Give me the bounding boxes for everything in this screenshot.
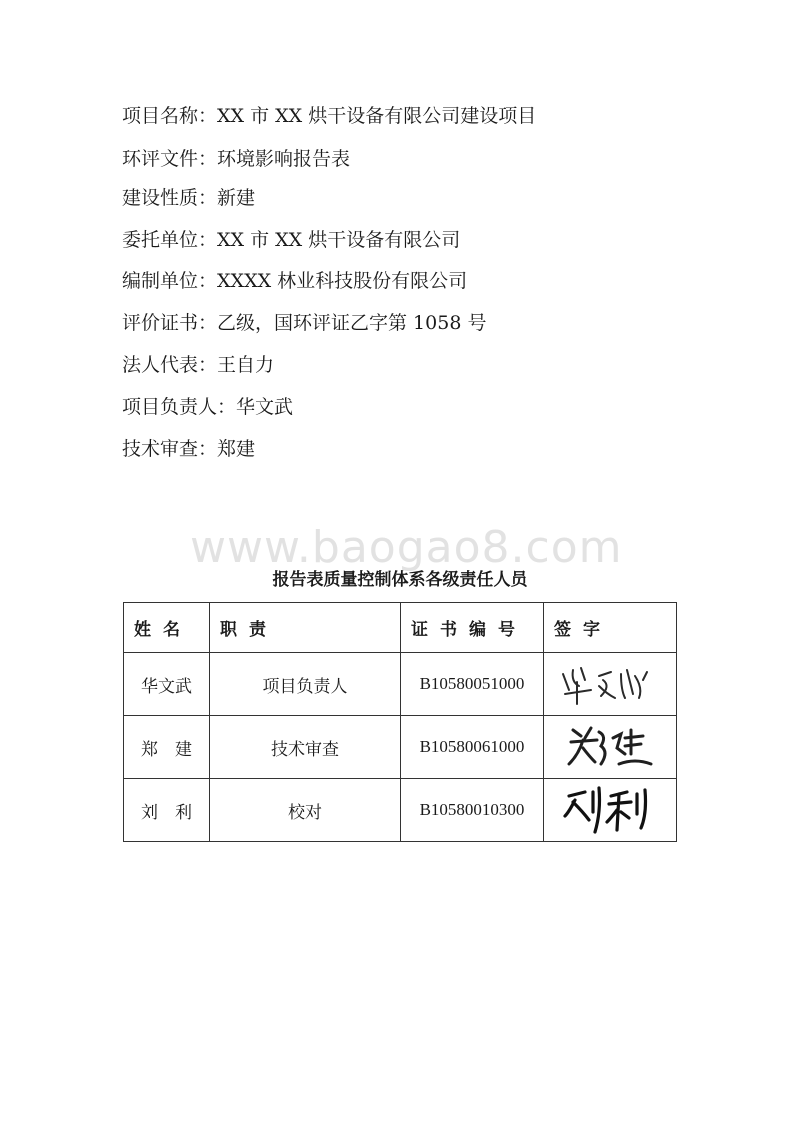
header-role: 职责 — [210, 603, 401, 653]
info-compiler — [122, 268, 467, 294]
info-construction-nature — [122, 185, 255, 211]
info-eia-document — [122, 146, 350, 172]
info-label: 项目负责人： — [122, 396, 237, 418]
signature-cell — [544, 653, 677, 716]
info-value: 王自力 — [217, 354, 275, 376]
header-cert: 证书编号 — [401, 603, 544, 653]
cell-cert: B10580061000 — [401, 716, 544, 779]
table-title: 报告表质量控制体系各级责任人员 — [272, 570, 528, 590]
cell-role: 项目负责人 — [210, 653, 401, 716]
info-certificate — [122, 310, 486, 336]
signature-cell — [544, 779, 677, 842]
responsibility-table — [123, 602, 677, 842]
info-value: 乙级，国环评证乙字第 1058 号 — [217, 312, 487, 334]
info-value: 新建 — [217, 187, 256, 209]
cell-name: 刘 利 — [124, 779, 210, 842]
cell-name: 郑 建 — [124, 716, 210, 779]
info-value: XX 市 XX 烘干设备有限公司建设项目 — [217, 105, 537, 127]
info-project-lead — [122, 394, 293, 420]
info-value: 华文武 — [236, 396, 294, 418]
signature-cell — [544, 716, 677, 779]
signature-liu-li — [555, 782, 665, 838]
info-label: 法人代表： — [122, 354, 218, 376]
info-client — [122, 227, 460, 253]
info-label: 编制单位： — [122, 270, 218, 292]
table-row — [124, 779, 677, 842]
info-label: 建设性质： — [122, 187, 218, 209]
table-row — [124, 716, 677, 779]
info-value: 郑建 — [217, 438, 256, 460]
info-project-name — [122, 103, 536, 129]
signature-hua-wenwu — [555, 660, 665, 708]
cell-cert: B10580051000 — [401, 653, 544, 716]
info-label: 技术审查： — [122, 438, 218, 460]
cell-cert: B10580010300 — [401, 779, 544, 842]
header-name: 姓名 — [124, 603, 210, 653]
signature-zheng-jian — [555, 720, 665, 774]
table-header-row — [124, 603, 677, 653]
header-sign: 签字 — [544, 603, 677, 653]
watermark: www.baogao8.com — [190, 522, 623, 573]
info-legal-rep — [122, 352, 274, 378]
info-value: XX 市 XX 烘干设备有限公司 — [217, 229, 461, 251]
table-row — [124, 653, 677, 716]
cell-role: 校对 — [210, 779, 401, 842]
info-technical-review — [122, 436, 255, 462]
info-label: 委托单位： — [122, 229, 218, 251]
info-label: 项目名称： — [122, 105, 218, 127]
cell-name: 华文武 — [124, 653, 210, 716]
cell-role: 技术审查 — [210, 716, 401, 779]
info-value: XXXX 林业科技股份有限公司 — [217, 270, 468, 292]
info-label: 评价证书： — [122, 312, 218, 334]
info-label: 环评文件： — [122, 148, 218, 170]
info-value: 环境影响报告表 — [217, 148, 351, 170]
